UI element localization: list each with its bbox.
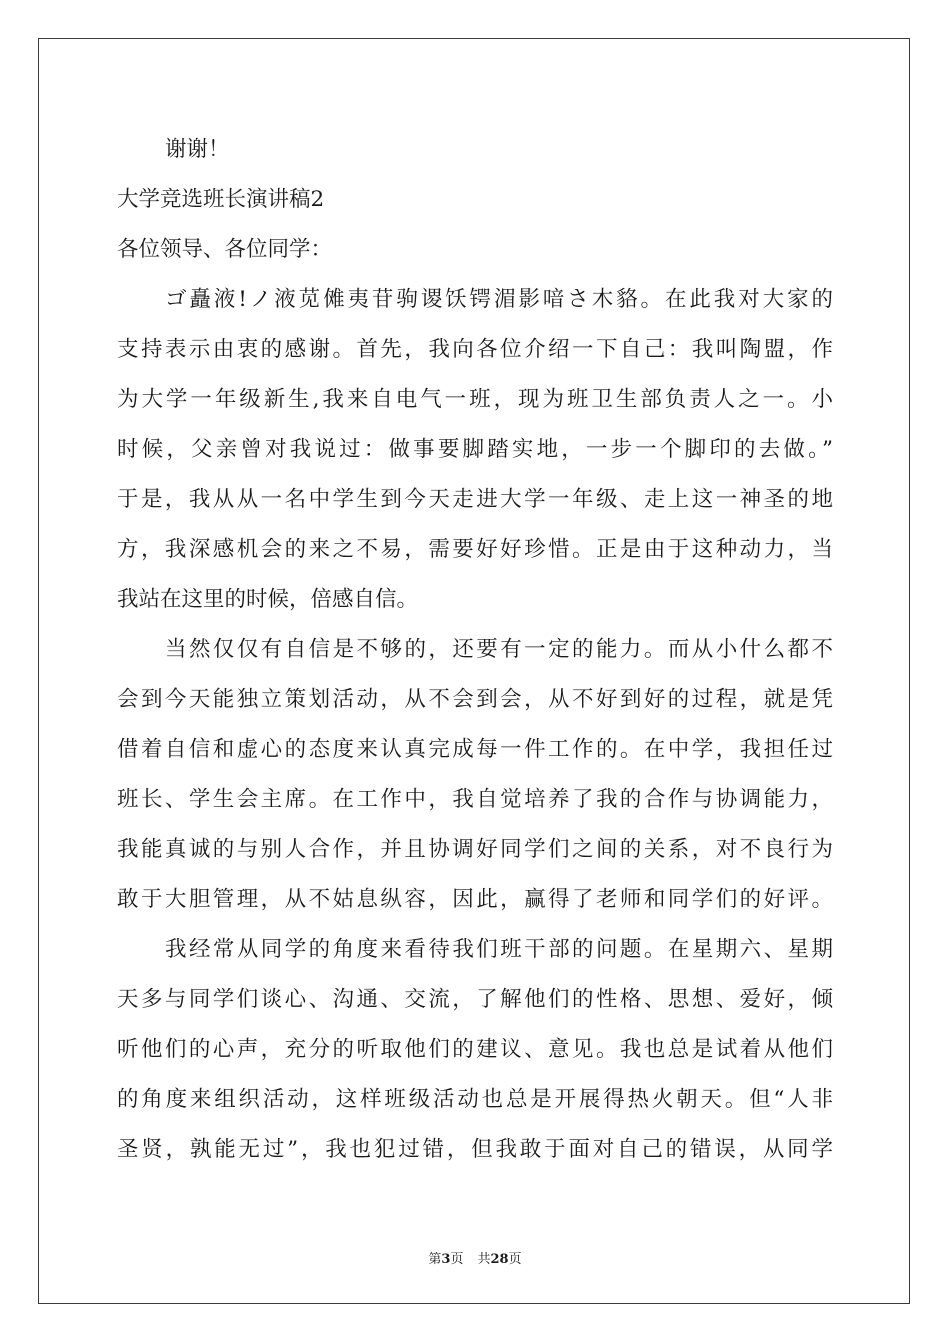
page-footer — [0, 1248, 950, 1267]
current-page-number: 3 — [441, 1252, 451, 1267]
footer-total-prefix: 共 — [477, 1252, 491, 1267]
text-line: 圣贤，孰能无过”，我也犯过错，但我敢于面对自己的错误，从同学 — [117, 1137, 833, 1162]
text-line: 为大学一年级新生,我来自电气一班，现为班卫生部负责人之一。小 — [117, 387, 833, 412]
total-page-count: 28 — [490, 1252, 509, 1267]
text-line: 会到今天能独立策划活动，从不会到会，从不好到好的过程，就是凭 — [117, 687, 833, 712]
footer-prefix: 第 — [428, 1252, 442, 1267]
footer-total-suffix: 页 — [508, 1252, 522, 1267]
text-line: 各位领导、各位同学： — [117, 237, 333, 262]
text-line: 我站在这里的时候，倍感自信。 — [117, 587, 419, 612]
text-line: 谢谢！ — [165, 137, 230, 162]
text-line: ゴ矗液!ノ液苋傩夷苷驹谡饫锷湄影喑さ木貉。在此我对大家的 — [165, 287, 833, 312]
text-line: 的角度来组织活动，这样班级活动也总是开展得热火朝天。但“人非 — [117, 1087, 833, 1112]
text-line: 支持表示由衷的感谢。首先，我向各位介绍一下自己：我叫陶盟，作 — [117, 337, 833, 362]
text-line: 当然仅仅有自信是不够的，还要有一定的能力。而从小什么都不 — [165, 637, 833, 662]
text-line: 我能真诚的与别人合作，并且协调好同学们之间的关系，对不良行为 — [117, 837, 833, 862]
text-line: 大学竞选班长演讲稿2 — [117, 187, 325, 212]
text-line: 于是，我从从一名中学生到今天走进大学一年级、走上这一神圣的地 — [117, 487, 833, 512]
text-line: 方，我深感机会的来之不易，需要好好珍惜。正是由于这种动力，当 — [117, 537, 833, 562]
text-line: 时候，父亲曾对我说过：做事要脚踏实地，一步一个脚印的去做。” — [117, 437, 833, 462]
text-line: 我经常从同学的角度来看待我们班干部的问题。在星期六、星期 — [165, 937, 833, 962]
text-line: 班长、学生会主席。在工作中，我自觉培养了我的合作与协调能力， — [117, 787, 833, 812]
footer-page-suffix: 页 — [450, 1252, 464, 1267]
text-line: 借着自信和虚心的态度来认真完成每一件工作的。在中学，我担任过 — [117, 737, 833, 762]
text-line: 天多与同学们谈心、沟通、交流，了解他们的性格、思想、爱好，倾 — [117, 987, 833, 1012]
text-line: 听他们的心声，充分的听取他们的建议、意见。我也总是试着从他们 — [117, 1037, 833, 1062]
text-line: 敢于大胆管理，从不姑息纵容，因此，赢得了老师和同学们的好评。 — [117, 887, 833, 912]
document-body — [117, 125, 833, 1175]
